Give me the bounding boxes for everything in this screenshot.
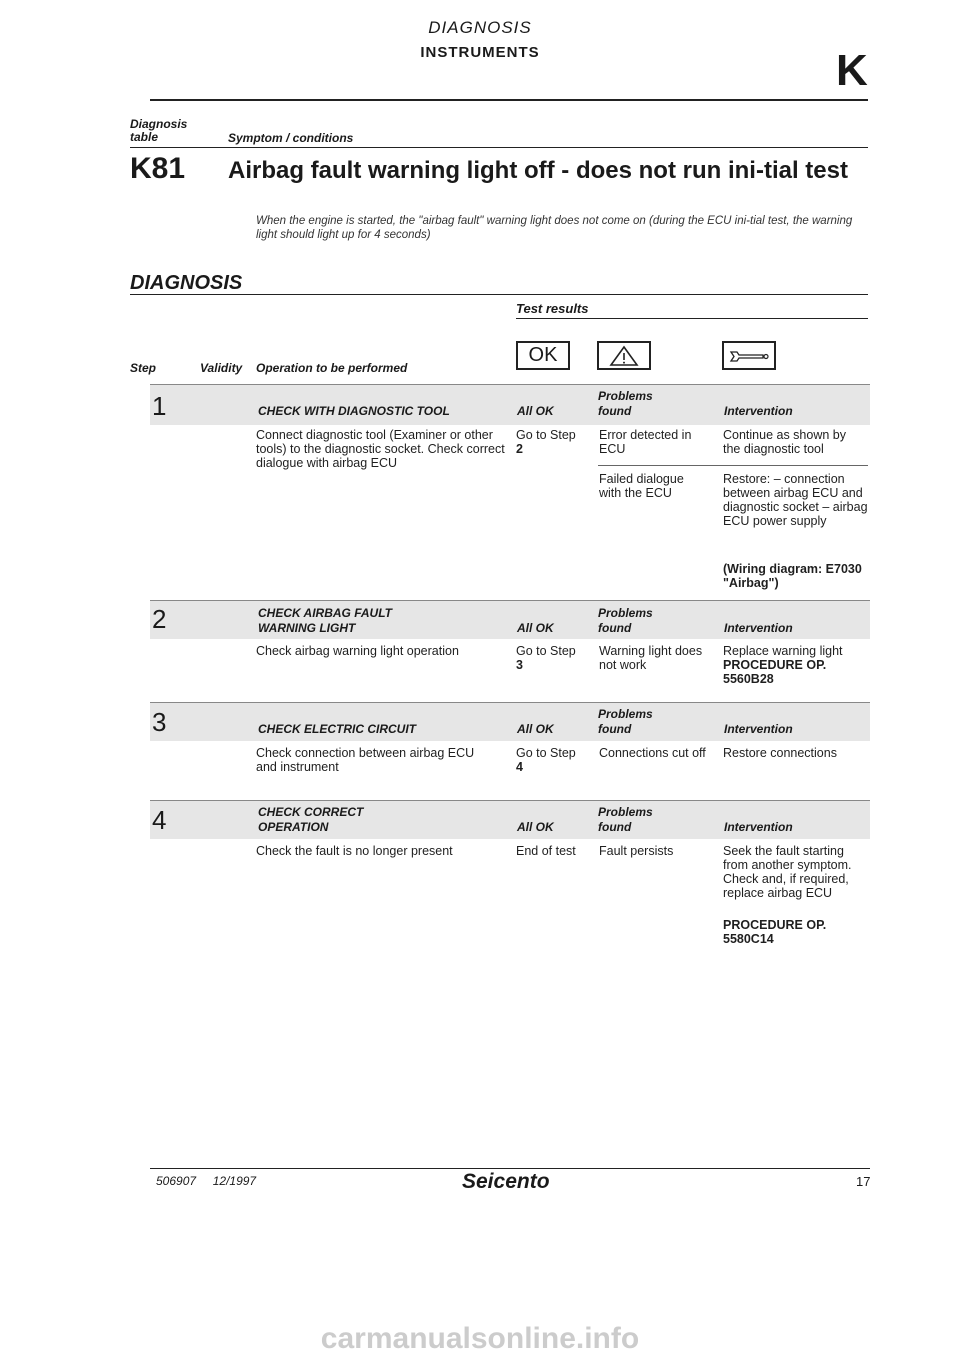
wrench-icon	[722, 341, 776, 370]
symptom-label: Symptom / conditions	[228, 131, 354, 145]
diagnosis-heading: DIAGNOSIS	[130, 272, 243, 294]
check-heading: CHECK AIRBAG FAULT WARNING LIGHT	[258, 606, 392, 635]
problem-text: Connections cut off	[599, 746, 706, 760]
diagnosis-rule	[130, 294, 868, 295]
problems-found-label: Problems found	[598, 606, 653, 635]
header-title: DIAGNOSIS	[428, 18, 532, 37]
check-heading: CHECK ELECTRIC CIRCUIT	[258, 722, 416, 736]
test-results-rule	[516, 318, 868, 319]
fix-text: Seek the fault starting from another symptom. Check and, if required, replace airbag ECU	[723, 844, 852, 900]
ok-step: 4	[516, 760, 523, 774]
ok-step: 2	[516, 442, 523, 456]
doc-date: 12/1997	[212, 1174, 257, 1188]
ok-text: Go to Step	[516, 644, 576, 658]
check-heading: CHECK WITH DIAGNOSTIC TOOL	[258, 404, 450, 418]
ok-text: Go to Step	[516, 428, 576, 442]
problem-text: Fault persists	[599, 844, 674, 858]
all-ok-label: All OK	[517, 621, 554, 635]
column-operation: Operation to be performed	[256, 361, 408, 375]
ok-step: 3	[516, 658, 523, 672]
fix-text: Continue as shown by the diagnostic tool	[723, 428, 846, 456]
problems-found-label: Problems found	[598, 389, 653, 418]
operation-text: Connect diagnostic tool (Examiner or other tools) to the diagnostic socket. Check correct dialogue with airbag ECU	[256, 428, 505, 470]
fault-title: Airbag fault warning light off - does not run ini-tial test	[228, 157, 848, 184]
problems-found-label: Problems found	[598, 707, 653, 736]
fix-text: Restore: – connection between airbag ECU and diagnostic socket – airbag ECU power supply	[723, 472, 868, 528]
footer-rule	[150, 1168, 870, 1169]
problems-found-label: Problems found	[598, 805, 653, 834]
ok-icon	[516, 341, 570, 370]
step-number: 4	[152, 805, 167, 835]
operation-text: Check connection between airbag ECU and instrument	[256, 746, 475, 774]
doc-number-value: 506907	[156, 1174, 197, 1188]
intervention-label: Intervention	[724, 722, 793, 736]
ok-icon-label: OK	[528, 344, 558, 366]
intervention-label: Intervention	[724, 621, 793, 635]
diagnosis-table-label: Diagnosis table	[130, 117, 188, 144]
all-ok-label: All OK	[517, 404, 554, 418]
step-number: 2	[152, 604, 167, 634]
ok-text: Go to Step	[516, 746, 576, 760]
doc-number	[156, 1174, 256, 1188]
fix-bold-text: PROCEDURE OP. 5580C14	[723, 918, 827, 946]
step-number: 3	[152, 707, 167, 737]
fix-bold-text: (Wiring diagram: E7030 "Airbag")	[723, 562, 862, 590]
column-step: Step	[130, 361, 157, 375]
column-validity: Validity	[200, 361, 243, 375]
all-ok-label: All OK	[517, 722, 554, 736]
symptom-rule	[130, 147, 868, 148]
check-heading: CHECK CORRECT OPERATION	[258, 805, 364, 834]
intervention-label: Intervention	[724, 404, 793, 418]
fault-code: K81	[130, 152, 186, 185]
section-letter: K	[836, 46, 868, 95]
watermark: carmanualsonline.info	[320, 1322, 640, 1355]
warning-triangle-icon	[597, 341, 651, 370]
page-number: 17	[856, 1174, 871, 1189]
problem-separator	[598, 465, 868, 466]
operation-text: Check the fault is no longer present	[256, 844, 453, 858]
header-subtitle: INSTRUMENTS	[420, 44, 540, 61]
fix-text: Replace warning light	[723, 644, 843, 658]
problem-text: Error detected in ECU	[599, 428, 692, 456]
fix-text: Restore connections	[723, 746, 837, 760]
fault-description: When the engine is started, the "airbag fault" warning light does not come on (during the ECU ini-tial test, the warning light should light up for 4 seconds)	[256, 215, 853, 241]
operation-text: Check airbag warning light operation	[256, 644, 459, 658]
all-ok-label: All OK	[517, 820, 554, 834]
ok-text: End of test	[516, 844, 576, 858]
test-results-label: Test results	[516, 301, 589, 316]
fix-bold-text: PROCEDURE OP. 5560B28	[723, 658, 827, 686]
intervention-label: Intervention	[724, 820, 793, 834]
problem-text: Warning light does not work	[599, 644, 703, 672]
step-number: 1	[152, 391, 167, 421]
brand-logo: Seicento	[462, 1170, 550, 1193]
header-rule	[150, 99, 868, 101]
problem-text: Failed dialogue with the ECU	[599, 472, 684, 500]
